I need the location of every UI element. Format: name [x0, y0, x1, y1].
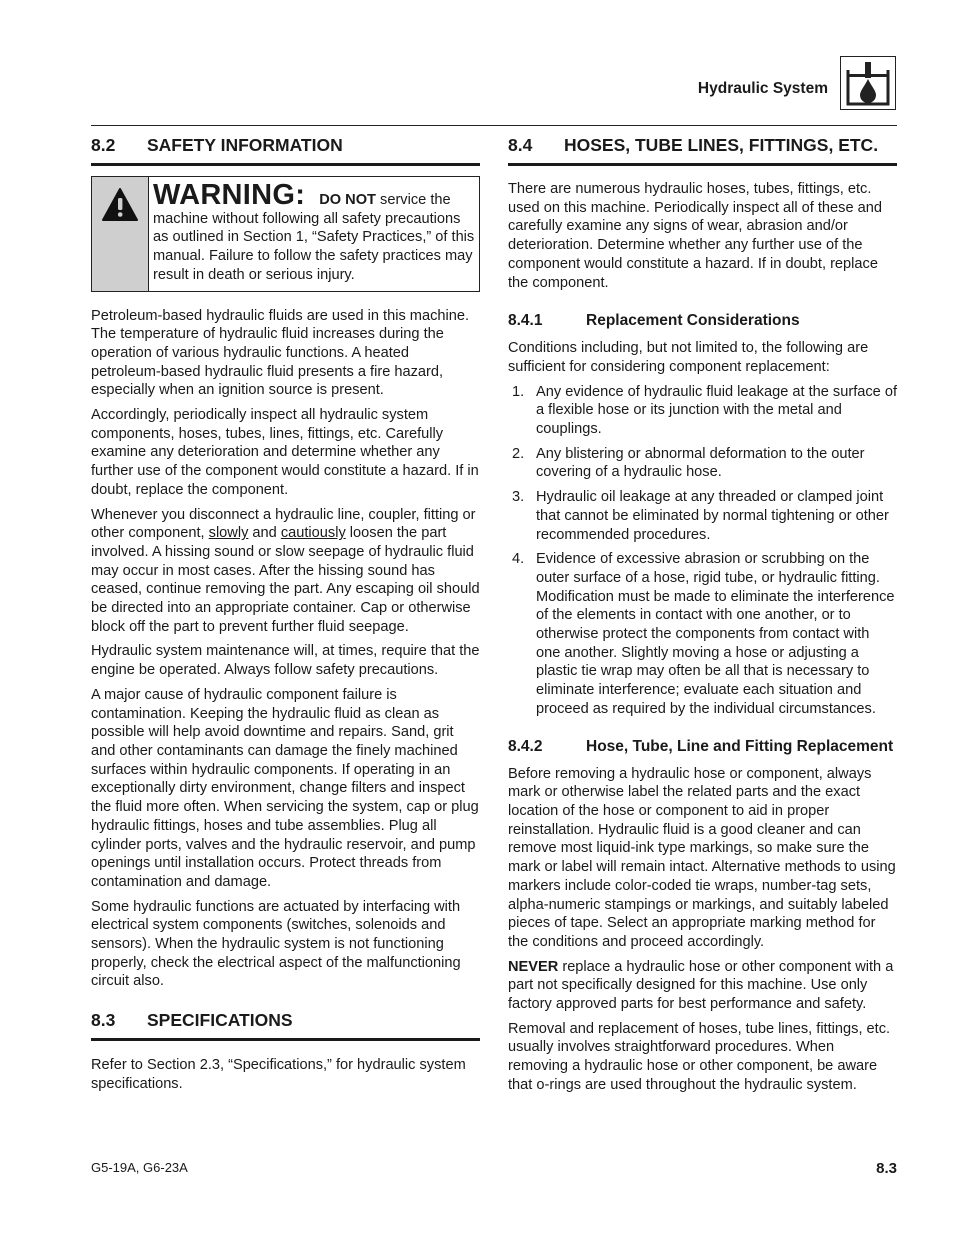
list-text: Any blistering or abnormal deformation to the outer covering of a hydraulic hose. [536, 445, 865, 481]
paragraph-text: replace a hydraulic hose or other component with a part not specifically designed for this machine. Use only factory approved parts for best performance and safety. [508, 958, 894, 1013]
list-text: Hydraulic oil leakage at any threaded or clamped joint that cannot be eliminated by normal tightening or other recommended procedures. [536, 489, 889, 543]
paragraph: Before removing a hydraulic hose or component, always mark or otherwise label the related parts and the exact location of the hose or component to aid in proper reinstallation. Hydraulic fluid is a good cleaner and can remove most liquid-ink type markings, so make sure the mark or label will remain intact. Alternative methods to using markers include color-coded tie wraps, number-tag sets, alpha-numeric stampings or markings, and suitably labeled pieces of tape. Select an appropriate marking method for the conditions and proceed accordingly. [508, 765, 896, 950]
section-number: 8.4 [508, 135, 533, 155]
warning-box [91, 176, 480, 292]
underlined-text: slowly [208, 525, 249, 542]
subsection-title: Replacement Considerations [586, 312, 800, 330]
warning-body: service the machine without following all safety precautions as outlined in Section 1, “Safety Practices,” of this manual. Failure to follow the safety practices may result in death or serious injury. [153, 192, 475, 283]
warning-label: WARNING: [153, 179, 306, 211]
subsection-number: 8.4.1 [508, 312, 543, 330]
running-header-title: Hydraulic System [697, 80, 828, 97]
list-number: 2. [512, 445, 525, 462]
paragraph: Conditions including, but not limited to, the following are sufficient for considering component replacement: [508, 340, 869, 375]
paragraph: Petroleum-based hydraulic fluids are used in this machine. The temperature of hydraulic fluid increases during the operation of various hydraulic functions. A heated petroleum-based hydraulic fluid presents a fire hazard, especially when an ignition source is present. [91, 307, 470, 399]
paragraph: Removal and replacement of hoses, tube lines, fittings, etc. usually involves straightforward procedures. When removing a hydraulic hose or other component, be aware that o-rings are used throughout the hydraulic system. [508, 1020, 891, 1093]
section-title: SAFETY INFORMATION [147, 135, 343, 155]
paragraph: Hydraulic system maintenance will, at times, require that the engine be operated. Always follow safety precautions. [91, 643, 480, 679]
paragraph: There are numerous hydraulic hoses, tubes, fittings, etc. used on this machine. Periodically inspect all of these and carefully examine any signs of wear, abrasion and/or deterioration. Determine whether any further use of the component would constitute a hazard. If in doubt, replace the component. [508, 181, 882, 291]
list-number: 1. [512, 383, 525, 400]
list-item [508, 488, 897, 544]
subsection-heading-8-4-2 [508, 737, 897, 756]
paragraph-text: Whenever you disconnect a hydraulic line, coupler, fitting or other component, [91, 506, 476, 542]
emphasis-text: NEVER [508, 958, 559, 975]
replacement-conditions-list [508, 383, 897, 719]
paragraph: Some hydraulic functions are actuated by interfacing with electrical system components (switches, solenoids and sensors). When the hydraulic system is not functioning properly, check the electrical aspect of the malfunctioning circuit also. [91, 898, 461, 990]
footer-models: G5-19A, G6-23A [91, 1160, 188, 1175]
section-number: 8.2 [91, 135, 116, 155]
paragraph [91, 506, 480, 637]
right-column [508, 134, 897, 1095]
warning-side-panel [92, 177, 149, 291]
paragraph-text: and [248, 525, 281, 542]
list-item [508, 550, 897, 718]
subsection-number: 8.4.2 [508, 737, 543, 755]
paragraph-text: loosen the part involved. A hissing sound or slow seepage of hydraulic fluid may occur in most cases. After the hissing sound has ceased, continue removing the part. Any escaping oil should be directed into an appropriate container. Cap or otherwise block off the part to prevent further fluid seepage. [91, 525, 480, 635]
paragraph: A major cause of hydraulic component failure is contamination. Keeping the hydraulic fluid as clean as possible will help avoid downtime and repairs. Sand, grit and other contaminants can damage the finely machined surfaces within hydraulic components. If operating in an exceptionally dirty environment, change filters and inspect the fluid more often. When servicing the system, cap or plug hydraulic fittings, hoses and tube assemblies. Plug all cylinder ports, valves and the hydraulic reservoir, and pump openings until installation occurs. Protect threads from contamination and damage. [91, 686, 479, 890]
section-title: HOSES, TUBE LINES, FITTINGS, ETC. [564, 135, 879, 155]
header-rule [91, 125, 897, 126]
paragraph: Refer to Section 2.3, “Specifications,” for hydraulic system specifications. [91, 1057, 466, 1092]
section-heading-8-3 [91, 1009, 480, 1041]
list-number: 4. [512, 551, 525, 568]
subsection-title: Hose, Tube, Line and Fitting Replacement [586, 737, 894, 755]
section-heading-8-4 [508, 134, 897, 166]
subsection-heading-8-4-1 [508, 311, 897, 330]
list-text: Any evidence of hydraulic fluid leakage at the surface of a flexible hose or its junction with the metal and couplings. [536, 383, 898, 438]
paragraph: Accordingly, periodically inspect all hydraulic system components, hoses, tubes, lines, fittings, etc. Carefully examine any deterioration and determine whether any further use of the component would constitute a hazard. If in doubt, replace the component. [91, 407, 479, 498]
section-number: 8.3 [91, 1010, 116, 1031]
warning-triangle-icon [101, 187, 139, 223]
section-heading-8-2 [91, 134, 480, 166]
page-number: 8.3 [876, 1160, 897, 1177]
list-item [508, 445, 897, 482]
section-title: SPECIFICATIONS [147, 1010, 293, 1031]
hydraulic-reservoir-icon [840, 56, 896, 110]
warning-text [149, 177, 479, 291]
list-number: 3. [512, 489, 525, 506]
warning-emphasis: DO NOT [319, 192, 376, 208]
left-column [91, 134, 480, 1094]
underlined-text: cautiously [280, 525, 346, 542]
list-item [508, 383, 897, 439]
list-text: Evidence of excessive abrasion or scrubbing on the outer surface of a hose, rigid tube, or hydraulic fitting. Modification must be made to eliminate the interference of the elements in contact with one another, or to otherwise protect the components from contact with one another. Slightly moving a hose or adjusting a plastic tie wrap may often be all that is necessary to eliminate interference; evaluate each situation and proceed as required by the individual circumstances. [536, 551, 895, 717]
paragraph [508, 958, 897, 1014]
